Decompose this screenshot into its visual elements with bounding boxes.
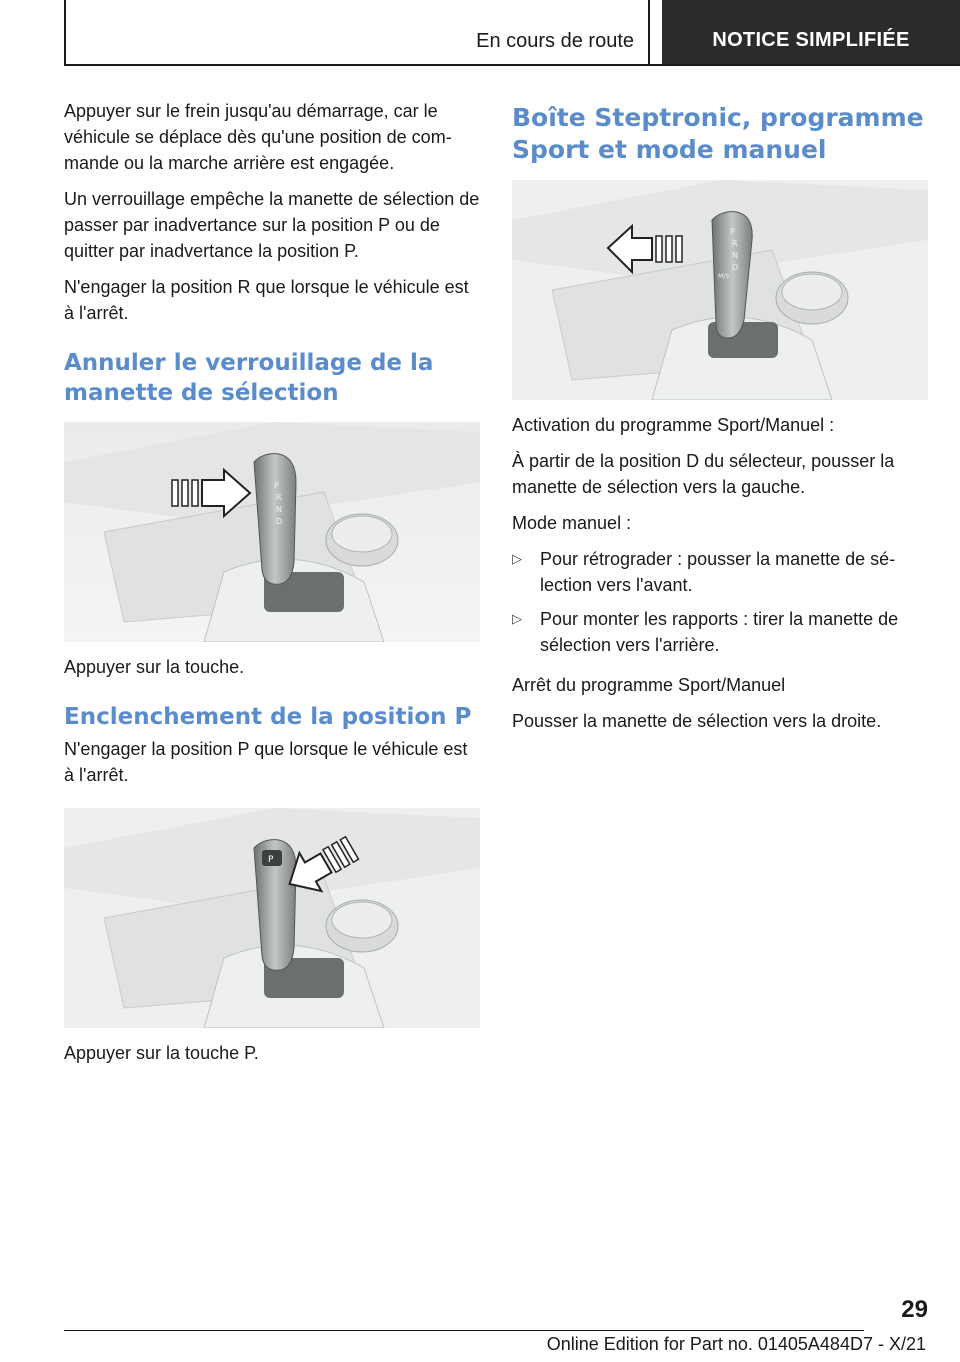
gear-label-ms: M/S [718, 273, 730, 280]
header-section-title: En cours de route [476, 30, 634, 52]
header-chapter-tab: NOTICE SIMPLIFIÉE [662, 0, 960, 64]
photo-park-button [64, 808, 480, 1028]
paragraph-reverse: N'engager la position R que lorsque le véhicule est à l'arrêt. [64, 277, 469, 323]
heading-park: Enclenchement de la position P [64, 704, 472, 730]
list-item: ▷ Pour rétrograder : pousser la manette de sélection vers l'avant. [512, 546, 928, 598]
bullet-list [512, 546, 928, 658]
gear-label-r: R [732, 239, 738, 248]
gear-label-r: R [276, 493, 282, 502]
paragraph-push-right: Pousser la manette de sélection vers la droite. [512, 711, 882, 731]
paragraph-manual-mode: Mode manuel : [512, 513, 632, 533]
gear-label-n: N [276, 505, 282, 514]
header-rule [64, 64, 960, 66]
header-divider-left [64, 0, 66, 66]
photo-sport-manual [512, 180, 928, 400]
caption-park: Appuyer sur la touche P. [64, 1043, 259, 1063]
gear-label-p: P [274, 481, 279, 490]
heading-unlock: Annuler le verrouillage de la manette de sélection [64, 350, 434, 406]
gear-label-n: N [732, 251, 738, 260]
triangle-bullet-icon: ▷ [512, 551, 522, 566]
paragraph-stop-sport: Arrêt du programme Sport/Manuel [512, 675, 786, 695]
gear-label-d: D [276, 517, 283, 526]
paragraph-brake: Appuyer sur le frein jusqu'au démarrage, car le véhicule se déplace dès qu'une position de commande ou la marche arrière est engagée. [64, 101, 452, 173]
paragraph-park: N'engager la position P que lorsque le véhicule est à l'arrêt. [64, 739, 468, 785]
caption-unlock: Appuyer sur la touche. [64, 657, 245, 677]
gear-label-p: P [730, 227, 735, 236]
page-number: 29 [901, 1296, 928, 1323]
right-column [512, 102, 928, 744]
photo-unlock-button [64, 422, 480, 642]
header-divider-mid [648, 0, 650, 66]
gear-label-p: P [268, 855, 274, 865]
paragraph-push-left: À partir de la position D du sélecteur, pousser la manette de sélection vers la gauche. [512, 451, 895, 497]
heading-sport: Boîte Steptronic, programme Sport et mode manuel [512, 103, 924, 164]
footer-edition: Online Edition for Part no. 01405A484D7 - X/21 [546, 1334, 926, 1354]
triangle-bullet-icon: ▷ [512, 611, 522, 626]
list-item: ▷ Pour monter les rapports : tirer la manette de sélection vers l'arrière. [512, 606, 928, 658]
paragraph-lock: Un verrouillage empêche la manette de sélection de passer par inadvertance sur la position P ou de quitter par inadvertance la position P. [64, 189, 480, 261]
gear-label-d: D [732, 263, 739, 272]
paragraph-activation: Activation du programme Sport/Manuel : [512, 415, 835, 435]
left-column [64, 98, 480, 1076]
footer-rule [64, 1330, 864, 1331]
